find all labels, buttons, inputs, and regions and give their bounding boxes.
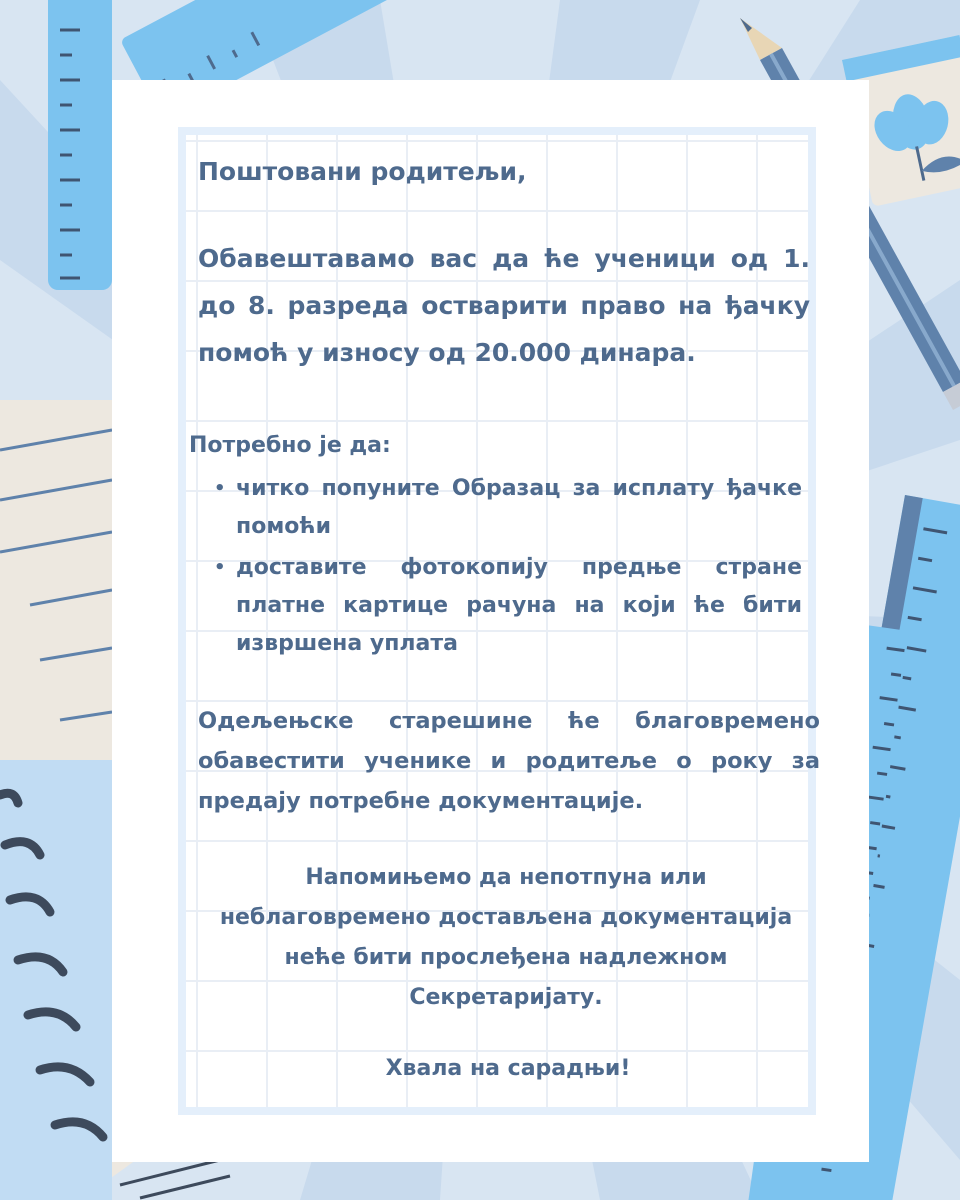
- intro-paragraph: Обавештавамо вас да ће ученици од 1. до 8. разреда остварити право на ђачку помоћ у износу од 20.000 динара.: [198, 244, 810, 367]
- notebook-spiral-icon: [0, 760, 112, 1200]
- requirement-text: читко попуните Образац за исплату ђачке помоћи: [236, 476, 802, 539]
- greeting: Поштовани родитељи,: [198, 157, 527, 186]
- teachers-note-paragraph: Одељењске старешине ће благовремено обавестити ученике и родитеље о року за предају потребне документације.: [198, 708, 820, 814]
- ruler-icon: [48, 0, 112, 290]
- list-item: [210, 470, 802, 546]
- warning-paragraph: Напомињемо да непотпуна или неблаговремено достављена документација неће бити прослеђена надлежном Секретаријату.: [219, 865, 793, 1010]
- bullet-icon: •: [214, 478, 226, 499]
- bullet-icon: •: [214, 557, 226, 578]
- requirements-title: Потребно је да:: [189, 433, 391, 458]
- list-item: [210, 549, 802, 663]
- requirement-text: доставите фотокопију предње стране платне картице рачуна на који ће бити извршена уплата: [236, 555, 802, 656]
- thanks-line: Хвала на сарадњи!: [385, 1056, 631, 1081]
- requirements-list: [210, 470, 802, 666]
